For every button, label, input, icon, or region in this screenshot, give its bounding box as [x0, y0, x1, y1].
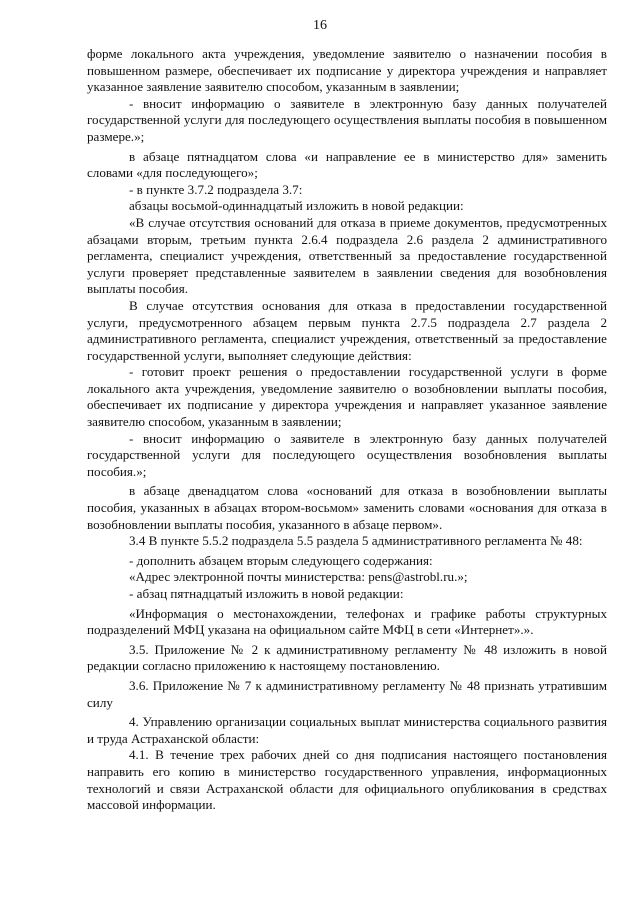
- paragraph: - вносит информацию о заявителе в электронную базу данных получателей государственной услуги для последующего осуществления возобновления выплаты пособия.»;: [87, 430, 607, 479]
- paragraph: В случае отсутствия основания для отказа в предоставлении государственной услуги, предусмотренного абзацем первым пункта 2.7.5 подраздела 2.7 раздела 2 административного регламента, специалист учреждения, ответственный за предоставление государственной услуги, выполняет следующие действия:: [87, 297, 607, 363]
- paragraph: 3.6. Приложение № 7 к административному регламенту № 48 признать утратившим силу: [87, 677, 607, 710]
- page-number: 16: [313, 18, 327, 33]
- paragraph: 4. Управлению организации социальных выплат министерства социального развития и труда Астраханской области:: [87, 714, 607, 746]
- paragraph: - абзац пятнадцатый изложить в новой редакции:: [129, 586, 404, 601]
- paragraph: абзацы восьмой-одиннадцатый изложить в новой редакции:: [129, 198, 464, 214]
- paragraph: «Информация о местонахождении, телефонах и графике работы структурных подразделений МФЦ указана на официальном сайте МФЦ в сети «Интернет».».: [87, 605, 607, 638]
- paragraph: 3.5. Приложение № 2 к административному регламенту № 48 изложить в новой редакции согласно приложению к настоящему постановлению.: [87, 641, 607, 674]
- document-body: [87, 46, 607, 814]
- paragraph: «В случае отсутствия оснований для отказа в приеме документов, предусмотренных абзацами вторым, третьим пункта 2.6.4 подраздела 2.6 раздела 2 административного регламента, специалист учреждения, ответственный за предоставление государственной услуги проверяет представленные заявителем в заявлении сведения для возобновления выплаты пособия.: [87, 214, 607, 297]
- paragraph: - вносит информацию о заявителе в электронную базу данных получателей государственной услуги для последующего осуществления выплаты пособия в повышенном размере.»;: [87, 95, 607, 144]
- paragraph: в абзаце пятнадцатом слова «и направление ее в министерство для» заменить словами «для последующего»;: [87, 148, 607, 181]
- paragraph: 4.1. В течение трех рабочих дней со дня подписания настоящего постановления направить его копию в министерство государственного управления, информационных технологий и связи Астраханской области для официального опубликования в средствах массовой информации.: [87, 747, 607, 813]
- paragraph: форме локального акта учреждения, уведомление заявителю о назначении пособия в повышенном размере, обеспечивает их подписание у директора учреждения и направляет указанное заявление заявителю способом, указанным в заявлении;: [87, 46, 607, 95]
- paragraph: 3.4 В пункте 5.5.2 подраздела 5.5 раздела 5 административного регламента № 48:: [129, 533, 583, 549]
- paragraph: - в пункте 3.7.2 подраздела 3.7:: [129, 181, 303, 197]
- paragraph: - дополнить абзацем вторым следующего содержания:: [129, 552, 433, 568]
- paragraph: - готовит проект решения о предоставлении государственной услуги в форме локального акта учреждения, уведомление заявителю о возобновлении выплаты пособия, обеспечивает их подписание у директора учреждения и направляет указанное заявление заявителю способом, указанным в заявлении;: [87, 364, 607, 430]
- paragraph: «Адрес электронной почты министерства: pens@astrobl.ru.»;: [129, 569, 468, 585]
- paragraph: в абзаце двенадцатом слова «оснований для отказа в возобновлении выплаты пособия, указанных в абзацах втором-восьмом» заменить словами «основания для отказа в возобновлении выплаты пособия, указанного в абзаце первом».: [87, 483, 607, 532]
